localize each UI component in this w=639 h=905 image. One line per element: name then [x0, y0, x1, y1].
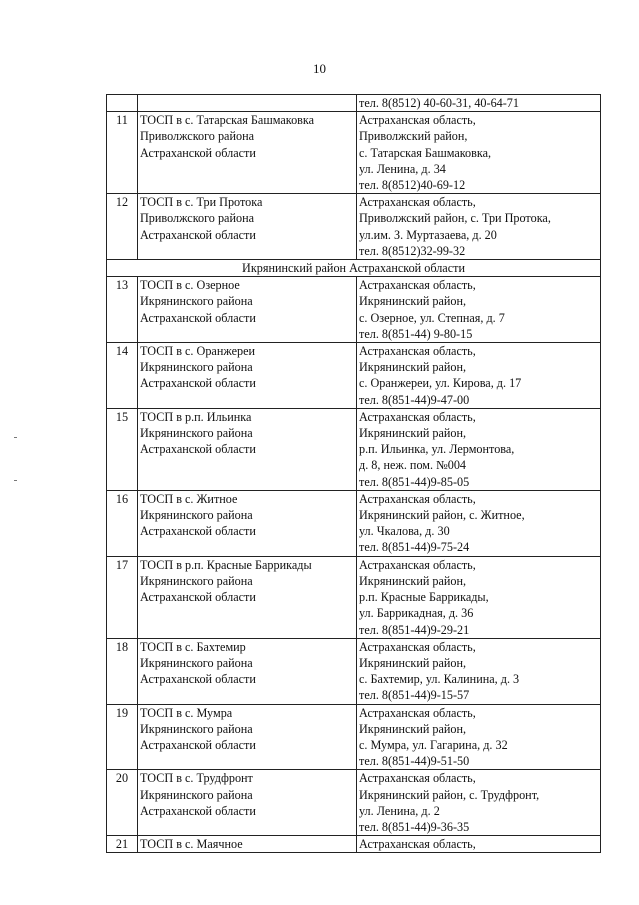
address-cell — [357, 112, 601, 194]
office-name-line: ТОСП в с. Трудфронт — [140, 771, 253, 786]
address-line: тел. 8(851-44)9-51-50 — [359, 754, 470, 769]
address-line: Астраханская область, — [359, 409, 476, 424]
address-line: Икрянинский район, — [359, 573, 467, 588]
row-number: 14 — [107, 343, 138, 409]
address-cell — [357, 277, 601, 343]
address-line: Астраханская область, — [359, 491, 476, 506]
address-line: тел. 8(8512)32-99-32 — [359, 243, 466, 258]
address-cell — [357, 490, 601, 556]
scan-mark — [14, 480, 17, 481]
address-line: Икрянинский район, с. Житное, — [359, 508, 525, 523]
office-name-line: ТОСП в с. Маячное — [140, 837, 243, 852]
address-line: Приволжский район, с. Три Протока, — [359, 211, 551, 226]
office-name-line: Астраханской области — [140, 376, 256, 391]
office-name-cell — [138, 770, 357, 836]
table-row — [107, 836, 601, 853]
office-name-line: Астраханской области — [140, 442, 256, 457]
address-line: тел. 8(851-44)9-85-05 — [359, 474, 470, 489]
address-line: с. Татарская Башмаковка, — [359, 145, 492, 160]
address-cell — [357, 194, 601, 260]
table-row — [107, 112, 601, 194]
table-row — [107, 343, 601, 409]
address-line: ул. Ленина, д. 2 — [359, 803, 440, 818]
office-name-line: Икрянинского района — [140, 655, 253, 670]
office-name-cell — [138, 95, 357, 112]
address-line: Астраханская область, — [359, 344, 476, 359]
address-line: Икрянинский район, — [359, 655, 467, 670]
address-line: Икрянинский район, — [359, 721, 467, 736]
office-name-line: Икрянинского района — [140, 294, 253, 309]
scan-mark — [14, 437, 17, 438]
office-name-line: ТОСП в с. Татарская Башмаковка — [140, 113, 315, 128]
address-cell — [357, 638, 601, 704]
office-name-cell — [138, 836, 357, 853]
row-number: 19 — [107, 704, 138, 770]
table-row — [107, 770, 601, 836]
address-line: Икрянинский район, — [359, 294, 467, 309]
address-line: ул. Ленина, д. 34 — [359, 161, 446, 176]
office-name-line: ТОСП в с. Бахтемир — [140, 639, 246, 654]
row-number: 11 — [107, 112, 138, 194]
table-row — [107, 490, 601, 556]
office-name-cell — [138, 408, 357, 490]
address-line: Астраханская область, — [359, 557, 476, 572]
address-line: тел. 8(851-44)9-47-00 — [359, 392, 470, 407]
address-line: Астраханская область, — [359, 771, 476, 786]
address-line: с. Озерное, ул. Степная, д. 7 — [359, 310, 505, 325]
address-line: тел. 8(8512) 40-60-31, 40-64-71 — [359, 96, 519, 110]
address-line: д. 8, неж. пом. №004 — [359, 458, 467, 473]
address-line: Астраханская область, — [359, 195, 476, 210]
office-name-line: Икрянинского района — [140, 508, 253, 523]
row-number — [107, 95, 138, 112]
address-line: ул.им. З. Муртазаева, д. 20 — [359, 227, 497, 242]
office-name-cell — [138, 112, 357, 194]
address-line: с. Оранжереи, ул. Кирова, д. 17 — [359, 376, 522, 391]
table-row — [107, 704, 601, 770]
office-name-cell — [138, 343, 357, 409]
address-line: р.п. Красные Баррикады, — [359, 590, 489, 605]
office-name-line: Икрянинского района — [140, 426, 253, 441]
office-table-body — [107, 95, 601, 853]
row-number: 18 — [107, 638, 138, 704]
office-name-line: ТОСП в р.п. Ильинка — [140, 409, 252, 424]
office-name-line: Икрянинского района — [140, 573, 253, 588]
address-line: Приволжский район, — [359, 129, 468, 144]
office-name-cell — [138, 704, 357, 770]
address-line: Астраханская область, — [359, 278, 476, 293]
address-cell — [357, 408, 601, 490]
office-name-line: Приволжского района — [140, 211, 254, 226]
table-row — [107, 277, 601, 343]
section-row — [107, 260, 601, 277]
page-number: 10 — [313, 61, 326, 76]
address-line: с. Мумра, ул. Гагарина, д. 32 — [359, 737, 508, 752]
office-name-line: ТОСП в с. Мумра — [140, 705, 233, 720]
address-line: тел. 8(851-44)9-75-24 — [359, 540, 470, 555]
office-name-line: ТОСП в с. Житное — [140, 491, 238, 506]
office-name-line: ТОСП в с. Озерное — [140, 278, 240, 293]
address-line: Астраханская область, — [359, 639, 476, 654]
address-line: с. Бахтемир, ул. Калинина, д. 3 — [359, 672, 520, 687]
office-name-line: Астраханской области — [140, 310, 256, 325]
address-line: Астраханская область, — [359, 705, 476, 720]
address-cell — [357, 836, 601, 853]
table-row — [107, 638, 601, 704]
address-line: тел. 8(851-44)9-15-57 — [359, 688, 470, 703]
address-line: Икрянинский район, с. Трудфронт, — [359, 787, 540, 802]
office-name-line: ТОСП в с. Оранжереи — [140, 344, 256, 359]
address-line: ул. Баррикадная, д. 36 — [359, 606, 474, 621]
address-cell — [357, 343, 601, 409]
address-line: тел. 8(851-44)9-29-21 — [359, 622, 470, 637]
address-cell — [357, 556, 601, 638]
row-number: 12 — [107, 194, 138, 260]
address-line: тел. 8(851-44)9-36-35 — [359, 819, 470, 834]
address-cell — [357, 95, 601, 112]
office-table — [106, 94, 601, 853]
address-cell — [357, 770, 601, 836]
table-row — [107, 408, 601, 490]
row-number: 21 — [107, 836, 138, 853]
office-name-line: Астраханской области — [140, 737, 256, 752]
row-number: 17 — [107, 556, 138, 638]
office-name-line: ТОСП в с. Три Протока — [140, 195, 263, 210]
address-line: ул. Чкалова, д. 30 — [359, 524, 450, 539]
office-name-line: Икрянинского района — [140, 360, 253, 375]
office-name-line: ТОСП в р.п. Красные Баррикады — [140, 557, 312, 572]
address-line: Астраханская область, — [359, 113, 476, 128]
office-name-cell — [138, 556, 357, 638]
address-line: р.п. Ильинка, ул. Лермонтова, — [359, 442, 515, 457]
address-line: Икрянинский район, — [359, 426, 467, 441]
office-name-cell — [138, 277, 357, 343]
section-heading: Икрянинский район Астраханской области — [107, 260, 601, 277]
office-name-line: Приволжского района — [140, 129, 254, 144]
address-line: тел. 8(8512)40-69-12 — [359, 178, 466, 193]
table-row — [107, 194, 601, 260]
address-line: Икрянинский район, — [359, 360, 467, 375]
office-name-cell — [138, 490, 357, 556]
office-name-line: Астраханской области — [140, 227, 256, 242]
office-name-line: Икрянинского района — [140, 721, 253, 736]
office-name-line: Астраханской области — [140, 524, 256, 539]
table-row — [107, 95, 601, 112]
office-name-line: Астраханской области — [140, 803, 256, 818]
row-number: 13 — [107, 277, 138, 343]
table-row — [107, 556, 601, 638]
row-number: 20 — [107, 770, 138, 836]
address-cell — [357, 704, 601, 770]
office-name-cell — [138, 194, 357, 260]
address-line: Астраханская область, — [359, 837, 476, 852]
row-number: 16 — [107, 490, 138, 556]
office-name-line: Икрянинского района — [140, 787, 253, 802]
row-number: 15 — [107, 408, 138, 490]
address-line: тел. 8(851-44) 9-80-15 — [359, 326, 473, 341]
office-name-cell — [138, 638, 357, 704]
office-name-line: Астраханской области — [140, 590, 256, 605]
office-name-line: Астраханской области — [140, 672, 256, 687]
office-name-line: Астраханской области — [140, 145, 256, 160]
